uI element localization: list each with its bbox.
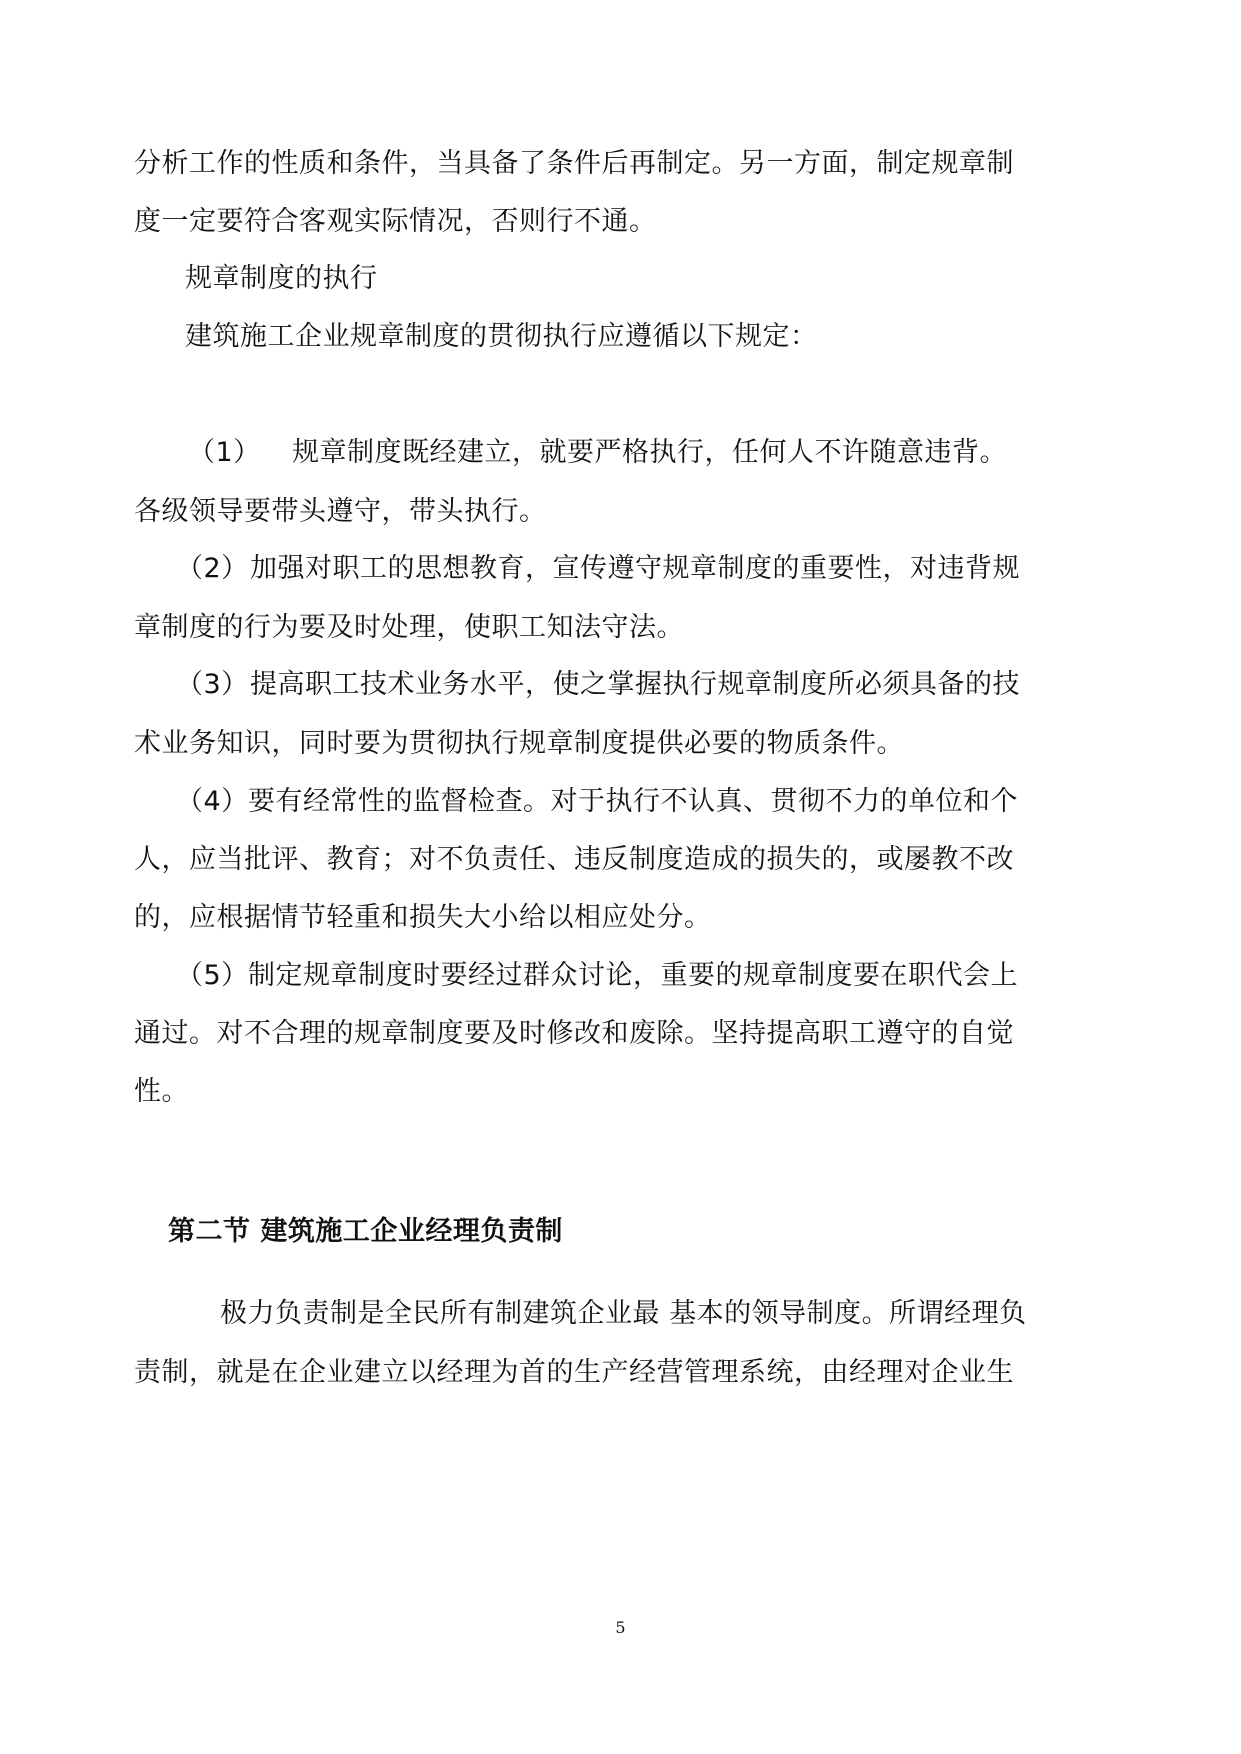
paragraph-line: 极力负责制是全民所有制建筑企业最 基本的领导制度。所谓经理负 bbox=[220, 1298, 1027, 1329]
paragraph-line: 术业务知识，同时要为贯彻执行规章制度提供必要的物质条件。 bbox=[134, 728, 904, 759]
list-item-5 bbox=[176, 958, 1018, 994]
paragraph-line: 性。 bbox=[134, 1076, 189, 1107]
list-item-2 bbox=[176, 551, 1020, 587]
subheading: 规章制度的执行 bbox=[185, 263, 378, 294]
list-number: （3） bbox=[176, 669, 249, 700]
list-item-text: 加强对职工的思想教育，宣传遵守规章制度的重要性，对违背规 bbox=[250, 553, 1020, 584]
paragraph-line: 各级领导要带头遵守，带头执行。 bbox=[134, 496, 547, 527]
paragraph-line: 章制度的行为要及时处理，使职工知法守法。 bbox=[134, 612, 684, 643]
list-item-4 bbox=[176, 784, 1018, 820]
paragraph-line: 的，应根据情节轻重和损失大小给以相应处分。 bbox=[134, 902, 712, 933]
list-number: （4） bbox=[176, 786, 249, 817]
paragraph-line: 人，应当批评、教育；对不负责任、违反制度造成的损失的，或屡教不改 bbox=[134, 844, 1014, 875]
section-heading: 第二节 建筑施工企业经理负责制 bbox=[168, 1216, 563, 1247]
list-item-text: 提高职工技术业务水平，使之掌握执行规章制度所必须具备的技 bbox=[250, 669, 1020, 700]
paragraph-line: 通过。对不合理的规章制度要及时修改和废除。坚持提高职工遵守的自觉 bbox=[134, 1018, 1014, 1049]
page-number: 5 bbox=[615, 1618, 626, 1637]
list-number: （2） bbox=[176, 553, 249, 584]
list-item-text: 制定规章制度时要经过群众讨论，重要的规章制度要在职代会上 bbox=[248, 960, 1018, 991]
list-item-1 bbox=[188, 435, 1007, 471]
list-item-text: 规章制度既经建立，就要严格执行，任何人不许随意违背。 bbox=[292, 437, 1007, 468]
list-number: （5） bbox=[176, 960, 249, 991]
list-item-text: 要有经常性的监督检查。对于执行不认真、贯彻不力的单位和个 bbox=[248, 786, 1018, 817]
list-item-3 bbox=[176, 667, 1020, 703]
paragraph-line: 建筑施工企业规章制度的贯彻执行应遵循以下规定： bbox=[185, 321, 818, 352]
paragraph-line: 分析工作的性质和条件，当具备了条件后再制定。另一方面，制定规章制 bbox=[134, 148, 1014, 179]
list-number: （1） bbox=[188, 437, 261, 468]
paragraph-line: 度一定要符合客观实际情况，否则行不通。 bbox=[134, 206, 657, 237]
paragraph-line: 责制，就是在企业建立以经理为首的生产经营管理系统，由经理对企业生 bbox=[134, 1357, 1014, 1388]
